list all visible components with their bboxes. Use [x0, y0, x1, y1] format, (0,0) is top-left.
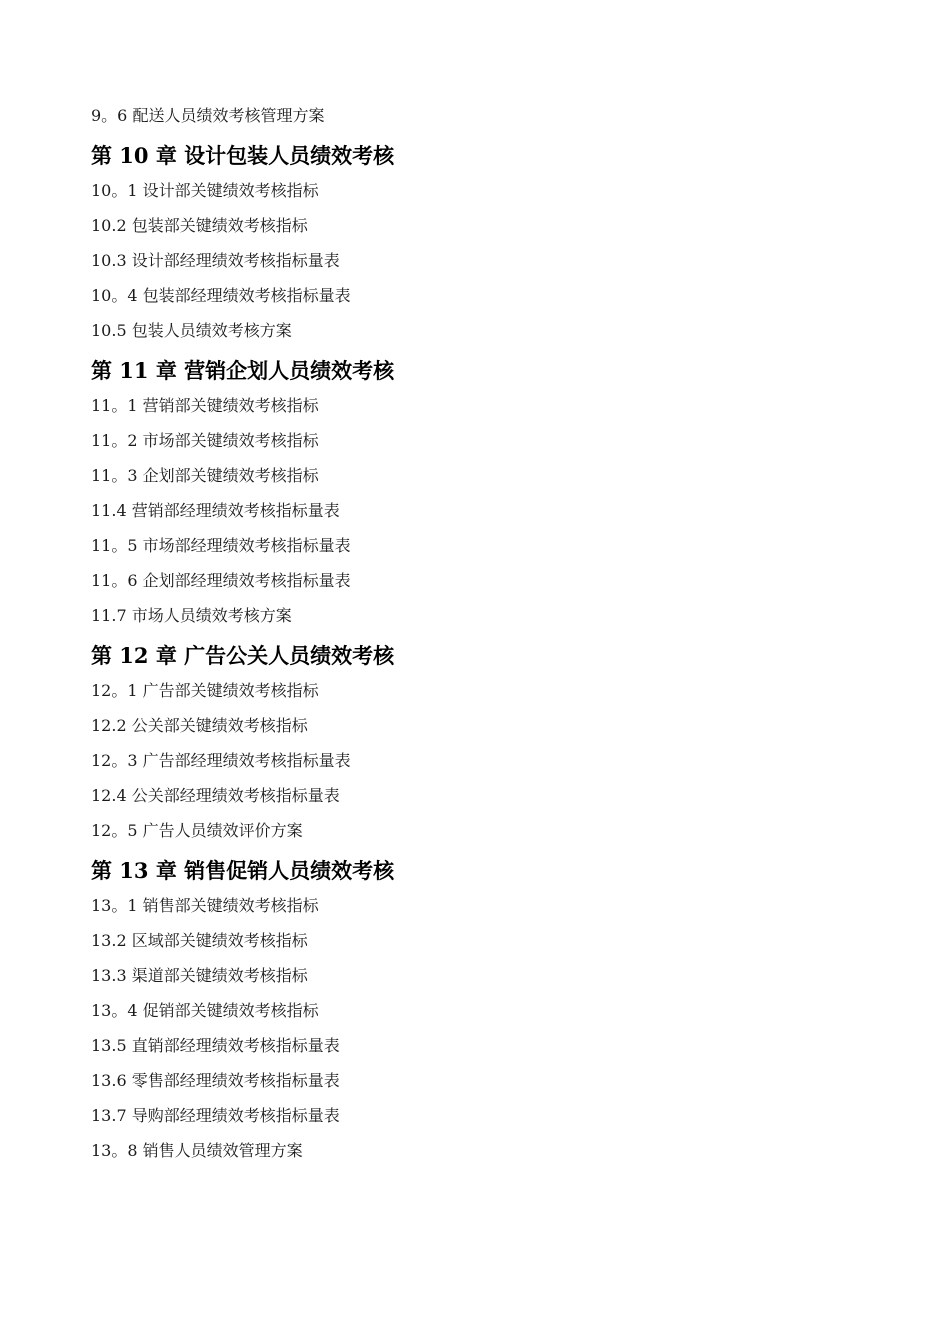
chapter-heading: 第 12 章 广告公关人员绩效考核: [91, 643, 395, 668]
toc-item: 11。5 市场部经理绩效考核指标量表: [91, 536, 351, 555]
toc-item: 11.4 营销部经理绩效考核指标量表: [91, 501, 340, 520]
chapter-section: [91, 141, 891, 348]
toc-item: 11.7 市场人员绩效考核方案: [91, 606, 292, 625]
toc-item: 13.6 零售部经理绩效考核指标量表: [91, 1071, 340, 1090]
toc-item: 12.4 公关部经理绩效考核指标量表: [91, 786, 340, 805]
toc-item: 10。4 包装部经理绩效考核指标量表: [91, 286, 351, 305]
toc-item: 13.5 直销部经理绩效考核指标量表: [91, 1036, 340, 1055]
toc-item: 13.2 区域部关键绩效考核指标: [91, 931, 308, 950]
chapter-section: [91, 641, 891, 848]
toc-item: 10.5 包装人员绩效考核方案: [91, 321, 292, 340]
chapter-heading: 第 13 章 销售促销人员绩效考核: [91, 858, 395, 883]
toc-item: 13。4 促销部关键绩效考核指标: [91, 1001, 319, 1020]
chapter-section: [91, 856, 891, 1168]
toc-item: 12。5 广告人员绩效评价方案: [91, 821, 303, 840]
toc-item: 13。8 销售人员绩效管理方案: [91, 1141, 303, 1160]
toc-item: 10.2 包装部关键绩效考核指标: [91, 216, 308, 235]
toc-item: 13.7 导购部经理绩效考核指标量表: [91, 1106, 340, 1125]
toc-item: 11。2 市场部关键绩效考核指标: [91, 431, 319, 450]
document-page: [91, 98, 891, 1168]
toc-item: 10。1 设计部关键绩效考核指标: [91, 181, 319, 200]
toc-item: 12.2 公关部关键绩效考核指标: [91, 716, 308, 735]
chapter-heading: 第 11 章 营销企划人员绩效考核: [91, 358, 395, 383]
toc-item: 11。3 企划部关键绩效考核指标: [91, 466, 319, 485]
chapter-section: [91, 356, 891, 633]
toc-item: 9。6 配送人员绩效考核管理方案: [91, 106, 325, 125]
toc-item: 12。3 广告部经理绩效考核指标量表: [91, 751, 351, 770]
toc-item: 11。1 营销部关键绩效考核指标: [91, 396, 319, 415]
toc-item: 10.3 设计部经理绩效考核指标量表: [91, 251, 340, 270]
toc-item: 12。1 广告部关键绩效考核指标: [91, 681, 319, 700]
chapter-heading: 第 10 章 设计包装人员绩效考核: [91, 143, 395, 168]
toc-item: 11。6 企划部经理绩效考核指标量表: [91, 571, 351, 590]
toc-item: 13.3 渠道部关键绩效考核指标: [91, 966, 308, 985]
toc-item: 13。1 销售部关键绩效考核指标: [91, 896, 319, 915]
